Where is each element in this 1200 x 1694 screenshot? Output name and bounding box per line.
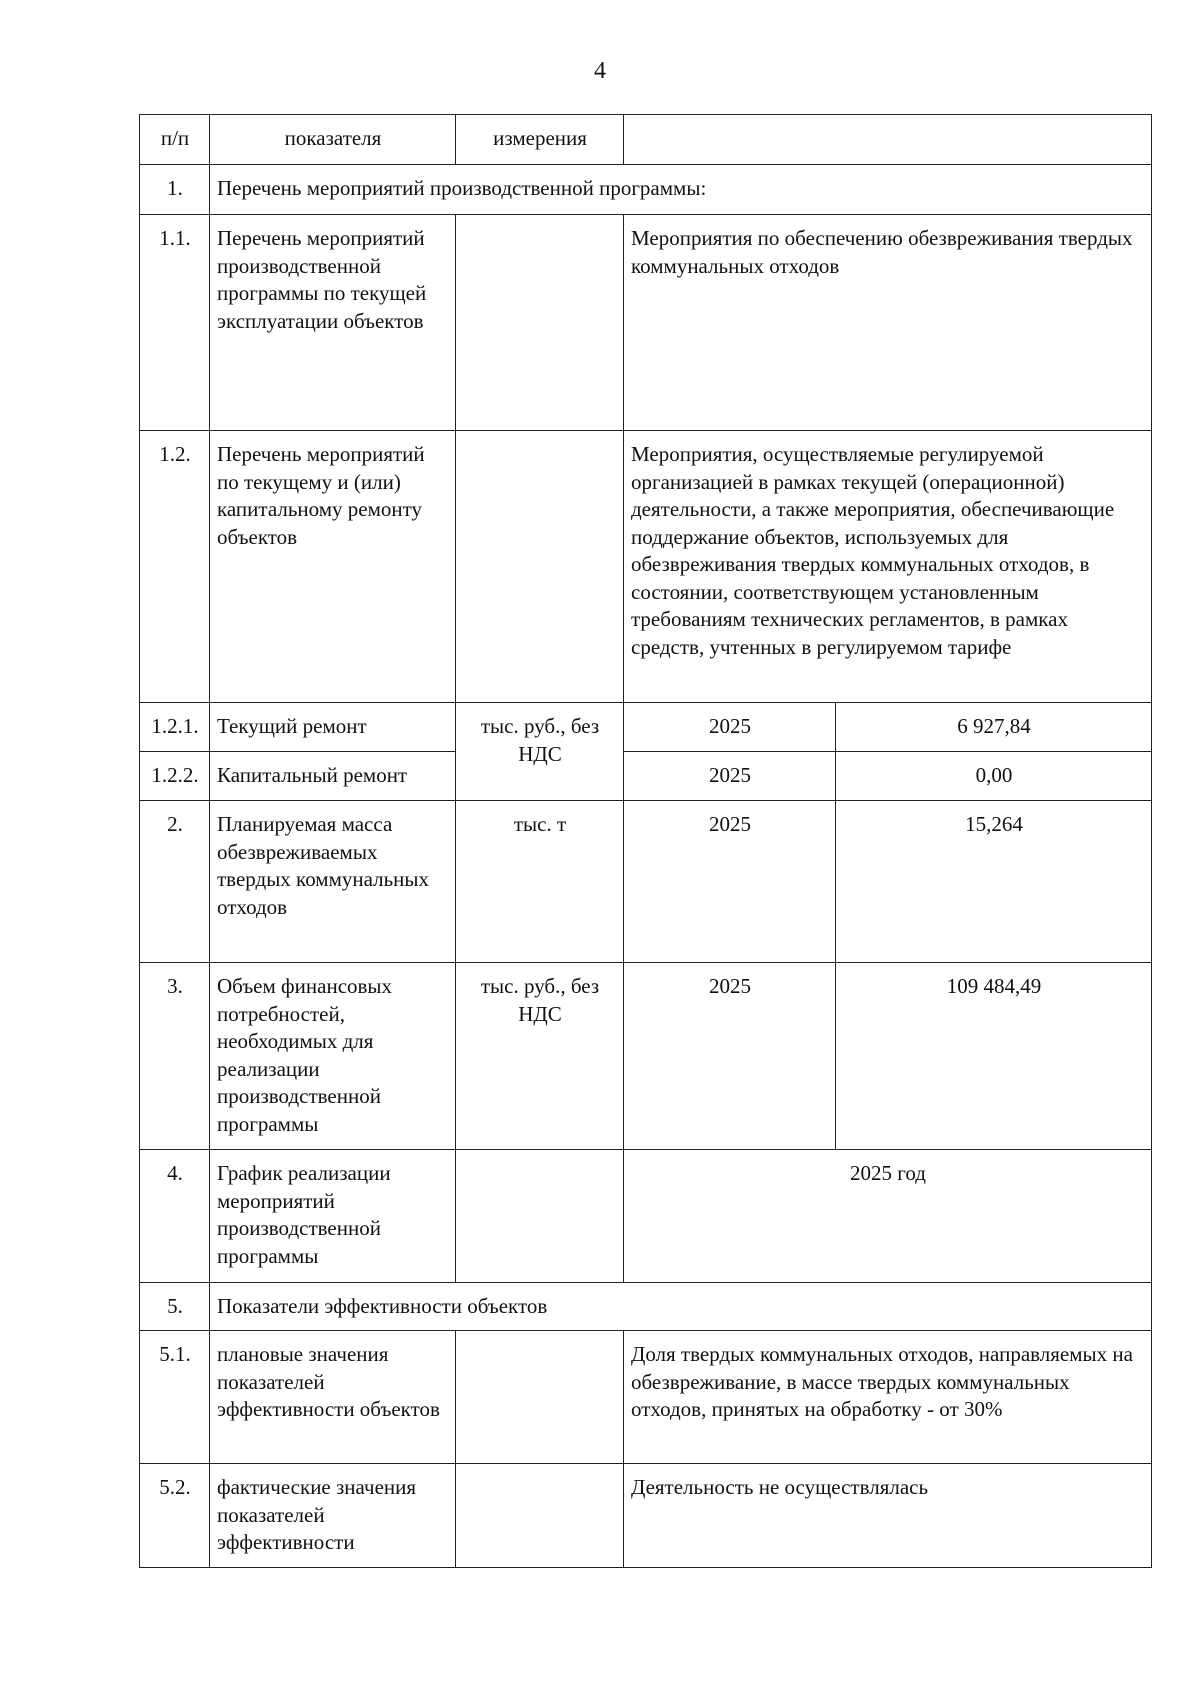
indicator-name: плановые значения показателей эффективности объектов: [210, 1331, 456, 1464]
row-number: 4.: [140, 1150, 210, 1283]
table-row: [140, 1283, 1152, 1331]
amount-cell: 15,264: [836, 801, 1152, 963]
table-row: [140, 431, 1152, 703]
schedule-cell: 2025 год: [624, 1150, 1152, 1283]
indicator-name: фактические значения показателей эффективности: [210, 1464, 456, 1568]
year-cell: 2025: [624, 703, 836, 752]
row-number: 1.2.2.: [140, 752, 210, 801]
table-row: [140, 215, 1152, 431]
row-number: 1.2.: [140, 431, 210, 703]
indicator-name: Текущий ремонт: [210, 703, 456, 752]
indicator-name: Перечень мероприятий по текущему и (или) капитальному ремонту объектов: [210, 431, 456, 703]
amount-cell: 6 927,84: [836, 703, 1152, 752]
indicator-name: Объем финансовых потребностей, необходимых для реализации производственной программы: [210, 963, 456, 1150]
section-title: Перечень мероприятий производственной программы:: [210, 165, 1152, 215]
unit-cell: [456, 431, 624, 703]
table-row: [140, 165, 1152, 215]
row-number: 1.1.: [140, 215, 210, 431]
row-number: 2.: [140, 801, 210, 963]
row-number: 1.2.1.: [140, 703, 210, 752]
row-number: 1.: [140, 165, 210, 215]
unit-cell: [456, 1331, 624, 1464]
row-number: 5.2.: [140, 1464, 210, 1568]
year-cell: 2025: [624, 752, 836, 801]
section-title: Показатели эффективности объектов: [210, 1283, 1152, 1331]
table-row: [140, 752, 1152, 801]
unit-cell: [456, 215, 624, 431]
value-cell: Деятельность не осуществлялась: [624, 1464, 1152, 1568]
value-cell: Мероприятия по обеспечению обезвреживания твердых коммунальных отходов: [624, 215, 1152, 431]
production-program-table: [139, 114, 1152, 1568]
year-cell: 2025: [624, 963, 836, 1150]
indicator-name: Перечень мероприятий производственной программы по текущей эксплуатации объектов: [210, 215, 456, 431]
header-col-value: [624, 115, 1152, 165]
table-header-row: [140, 115, 1152, 165]
indicator-name: Капитальный ремонт: [210, 752, 456, 801]
year-cell: 2025: [624, 801, 836, 963]
table-row: [140, 801, 1152, 963]
unit-cell: [456, 1464, 624, 1568]
amount-cell: 109 484,49: [836, 963, 1152, 1150]
header-col-unit: измерения: [456, 115, 624, 165]
page-number: 4: [594, 58, 606, 84]
unit-cell: тыс. руб., без НДС: [456, 703, 624, 801]
amount-cell: 0,00: [836, 752, 1152, 801]
value-cell: Доля твердых коммунальных отходов, направляемых на обезвреживание, в массе твердых коммунальных отходов, принятых на обработку - от 30%: [624, 1331, 1152, 1464]
unit-cell: тыс. т: [456, 801, 624, 963]
table-row: [140, 1331, 1152, 1464]
unit-cell: тыс. руб., без НДС: [456, 963, 624, 1150]
row-number: 5.1.: [140, 1331, 210, 1464]
row-number: 5.: [140, 1283, 210, 1331]
indicator-name: График реализации мероприятий производственной программы: [210, 1150, 456, 1283]
unit-cell: [456, 1150, 624, 1283]
header-col-number: п/п: [140, 115, 210, 165]
indicator-name: Планируемая масса обезвреживаемых твердых коммунальных отходов: [210, 801, 456, 963]
row-number: 3.: [140, 963, 210, 1150]
value-cell: Мероприятия, осуществляемые регулируемой организацией в рамках текущей (операционной) деятельности, а также мероприятия, обеспечивающие поддержание объектов, используемых для обезвреживания твердых коммунальных отходов, в состоянии, соответствующем установленным требованиям технических регламентов, в рамках средств, учтенных в регулируемом тарифе: [624, 431, 1152, 703]
table-row: [140, 1150, 1152, 1283]
table-row: [140, 703, 1152, 752]
table-row: [140, 1464, 1152, 1568]
table-row: [140, 963, 1152, 1150]
header-col-indicator: показателя: [210, 115, 456, 165]
